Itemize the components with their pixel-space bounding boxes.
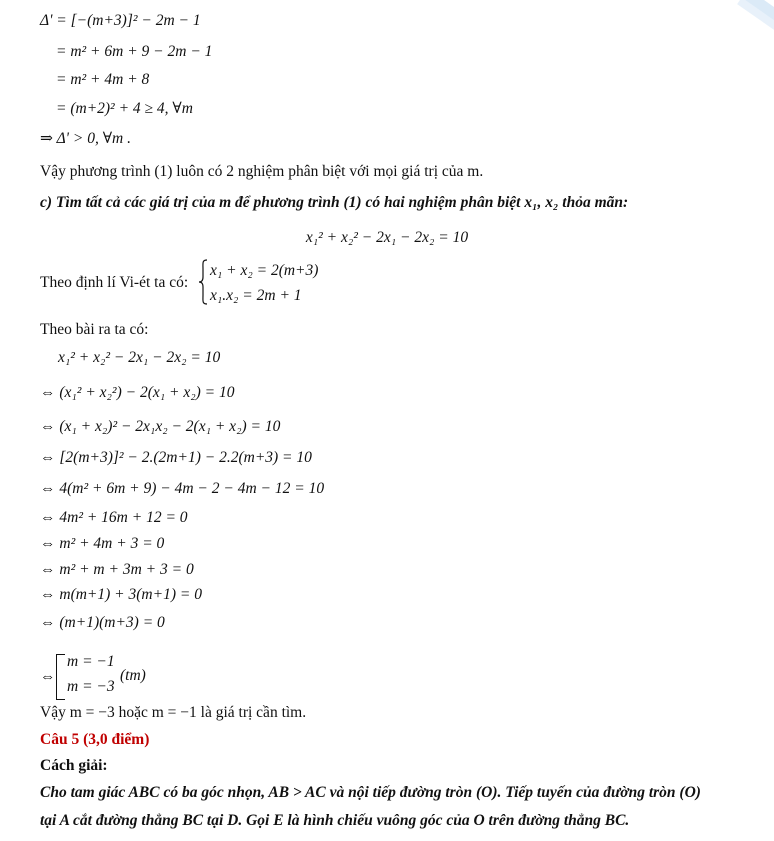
viet-sum: x₁ + x₂ = 2(m+3) <box>210 262 319 279</box>
solution-2: m = −3 <box>67 678 115 695</box>
delta-line-4: = (m+2)² + 4 ≥ 4, ∀m <box>56 100 193 117</box>
final-answer: Vậy m = −3 hoặc m = −1 là giá trị cần tìm. <box>40 704 307 721</box>
question-5-heading: Câu 5 (3,0 điểm) <box>40 731 150 748</box>
step-2: ⇔ (x₁² + x₂²) − 2(x₁ + x₂) = 10 <box>40 384 235 401</box>
step-4: ⇔ [2(m+3)]² − 2.(2m+1) − 2.2(m+3) = 10 <box>40 449 312 466</box>
problem-text-1: Cho tam giác ABC có ba góc nhọn, AB > AC và nội tiếp đường tròn (O). Tiếp tuyến của đường tròn (O) <box>40 784 701 801</box>
part-c-question: c) Tìm tất cả các giá trị của m để phương trình (1) có hai nghiệm phân biệt x₁, x₂ thỏa mãn: <box>40 194 629 211</box>
step-3: ⇔ (x₁ + x₂)² − 2x₁x₂ − 2(x₁ + x₂) = 10 <box>40 418 281 435</box>
viet-product: x₁.x₂ = 2m + 1 <box>210 287 302 304</box>
solution-heading: Cách giải: <box>40 757 108 774</box>
step-6: ⇔ 4m² + 16m + 12 = 0 <box>40 509 188 526</box>
theo-bai-ra: Theo bài ra ta có: <box>40 321 149 338</box>
step-1: x₁² + x₂² − 2x₁ − 2x₂ = 10 <box>58 349 221 366</box>
delta-line-3: = m² + 4m + 8 <box>56 71 150 88</box>
system-brace <box>198 259 208 305</box>
delta-line-2: = m² + 6m + 9 − 2m − 1 <box>56 43 213 60</box>
viet-label: Theo định lí Vi-ét ta có: <box>40 274 189 291</box>
delta-line-1: Δ' = [−(m+3)]² − 2m − 1 <box>40 12 201 29</box>
step-9: ⇔ m(m+1) + 3(m+1) = 0 <box>40 586 202 603</box>
step-10: ⇔ (m+1)(m+3) = 0 <box>40 614 165 631</box>
conclusion-text: Vậy phương trình (1) luôn có 2 nghiệm phân biệt với mọi giá trị của m. <box>40 163 484 180</box>
solution-note: (tm) <box>120 667 146 684</box>
condition-equation: x₁² + x₂² − 2x₁ − 2x₂ = 10 <box>305 229 469 246</box>
solution-bracket <box>56 654 65 700</box>
solution-1: m = −1 <box>67 653 115 670</box>
delta-conclusion: ⇒ Δ' > 0, ∀m . <box>40 130 132 147</box>
step-11-arrow: ⇔ <box>40 668 56 685</box>
step-8: ⇔ m² + m + 3m + 3 = 0 <box>40 561 194 578</box>
step-5: ⇔ 4(m² + 6m + 9) − 4m − 2 − 4m − 12 = 10 <box>40 480 325 497</box>
problem-text-2: tại A cắt đường thẳng BC tại D. Gọi E là hình chiếu vuông góc của O trên đường thẳng BC. <box>40 812 630 829</box>
corner-decoration <box>704 0 774 40</box>
step-7: ⇔ m² + 4m + 3 = 0 <box>40 535 165 552</box>
